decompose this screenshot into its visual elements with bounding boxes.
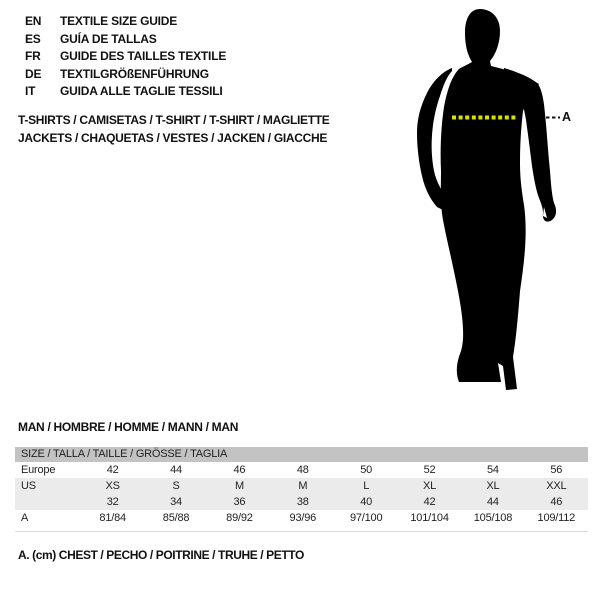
size-cell: 85/88 — [162, 512, 190, 524]
table-row-us — [15, 478, 588, 494]
language-code: EN — [25, 14, 42, 28]
measurement-footnote: A. (cm) CHEST / PECHO / POITRINE / TRUHE / PETTO — [18, 548, 304, 562]
language-row-de — [25, 66, 226, 84]
language-label: TEXTILE SIZE GUIDE — [60, 14, 178, 28]
size-cell: XL — [486, 480, 500, 492]
size-table — [15, 447, 588, 526]
size-cell: M — [234, 480, 244, 492]
language-code: ES — [25, 31, 41, 46]
size-cell: 89/92 — [226, 512, 253, 524]
size-cell: 42 — [106, 464, 119, 476]
row-label: A — [21, 512, 29, 524]
size-cell: 81/84 — [99, 512, 126, 524]
measure-label-a: A — [562, 110, 572, 124]
size-cell: 46 — [550, 496, 563, 508]
language-row-it — [25, 83, 226, 101]
size-cell: L — [363, 480, 370, 492]
size-cell: 42 — [423, 496, 436, 508]
size-cell: 93/96 — [289, 512, 317, 524]
language-row-es — [25, 31, 226, 49]
size-cell: M — [298, 480, 308, 492]
size-cell: 40 — [360, 496, 373, 508]
section-title-man: MAN / HOMBRE / HOMME / MANN / MAN — [18, 420, 239, 434]
size-cell: 105/108 — [473, 512, 513, 524]
language-row-fr — [25, 48, 226, 66]
language-code: FR — [25, 49, 41, 63]
language-code: DE — [25, 66, 42, 81]
size-cell: XS — [105, 480, 120, 492]
table-row-numeric — [15, 494, 588, 510]
man-silhouette-body — [441, 9, 539, 390]
size-cell: 34 — [170, 496, 182, 508]
size-cell: 48 — [296, 464, 309, 476]
size-cell: 46 — [233, 464, 246, 476]
category-line-tshirts: T-SHIRTS / CAMISETAS / T-SHIRT / T-SHIRT / MAGLIETTE — [18, 113, 330, 127]
size-cell: 97/100 — [349, 512, 383, 524]
size-cell: 32 — [106, 496, 119, 508]
row-label — [15, 494, 81, 510]
row-label: US — [21, 480, 36, 492]
man-silhouette-figure — [400, 0, 600, 400]
table-row-europe — [15, 462, 588, 478]
size-cell: 101/104 — [410, 512, 449, 524]
language-label: GUIDE DES TAILLES TEXTILE — [60, 49, 227, 63]
product-categories — [18, 111, 330, 147]
row-label: Europe — [21, 464, 56, 476]
size-cell: 44 — [487, 496, 499, 508]
language-guide-list — [25, 13, 226, 101]
size-cell: XL — [423, 480, 437, 492]
size-cell: 44 — [170, 464, 182, 476]
language-row-en — [25, 13, 226, 31]
size-cell: 56 — [550, 464, 563, 476]
size-cell: 52 — [423, 464, 436, 476]
size-cell: XXL — [546, 480, 567, 492]
language-code: IT — [25, 84, 36, 98]
size-cell: 38 — [296, 496, 309, 508]
size-cell: S — [172, 480, 180, 492]
size-cell: 109/112 — [537, 512, 576, 524]
size-cell: 36 — [233, 496, 246, 508]
language-label: TEXTILGRÖßENFÜHRUNG — [60, 66, 209, 81]
category-line-jackets: JACKETS / CHAQUETAS / VESTES / JACKEN / GIACCHE — [18, 131, 328, 145]
table-row-chest-a — [15, 510, 588, 526]
language-label: GUIDA ALLE TAGLIE TESSILI — [60, 84, 223, 98]
size-table-header: SIZE / TALLA / TAILLE / GRÖSSE / TAGLIA — [15, 447, 588, 462]
size-cell: 54 — [487, 464, 499, 476]
table-bottom-rule — [15, 531, 588, 532]
size-cell: 50 — [360, 464, 373, 476]
language-label: GUÍA DE TALLAS — [60, 31, 157, 46]
